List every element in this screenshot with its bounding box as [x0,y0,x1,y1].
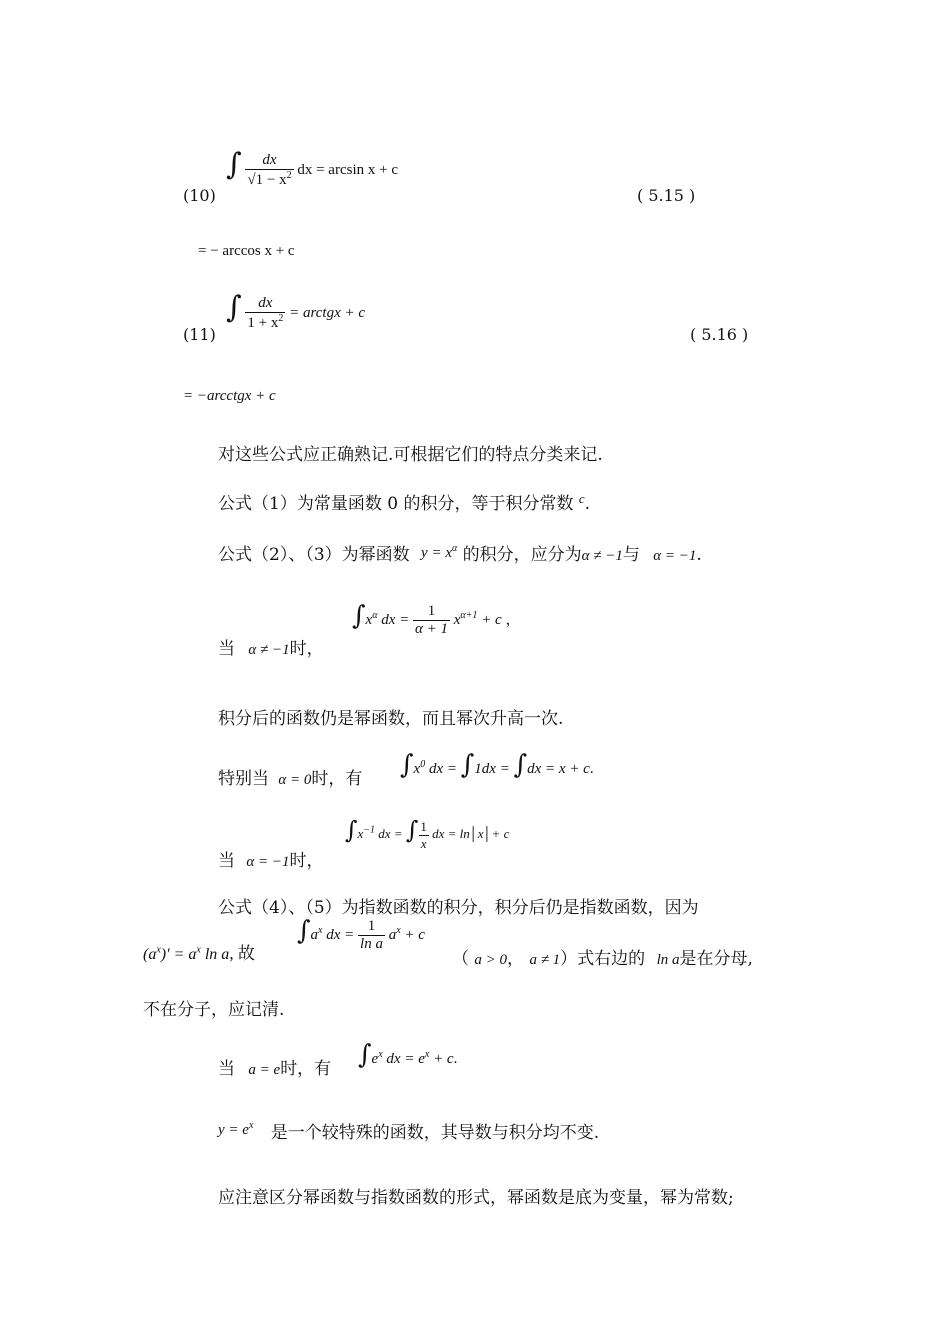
p6-text-b: 时，有 [311,769,363,789]
p9-conditions [452,944,753,969]
p9-text-d: ）式右边的 [560,949,646,969]
p7-result: dx = ln│x│+ c [432,826,510,841]
p3-end: . [696,545,702,565]
p6-text-a: 特别当 [218,769,269,789]
p2-constant: c [578,491,585,506]
p9-numerator: 1 [367,918,376,935]
p3-math-3: α = −1 [653,548,697,564]
p3-math-1-base: y = x [421,545,452,561]
p6-end: . [589,761,594,777]
formula-11-label: (11) [183,325,216,344]
p4-plus-c: + c [481,612,502,628]
p9-derivative [143,946,229,963]
integral-sign: ∫ [345,816,358,844]
p9-paren-open: （ [452,949,469,969]
p6-1dx: 1dx = [474,761,510,777]
paragraph-12 [218,1118,599,1143]
p9-a-exp: x [396,925,401,936]
p9-a: a [388,927,397,943]
integral-sign: ∫ [352,601,366,631]
p9-m1: (a [143,946,157,963]
p9-cond-2: a ≠ 1 [529,952,561,968]
integral-sign: ∫ [226,147,242,182]
p7-denominator: x [420,835,427,851]
p9-dx: dx = [326,927,355,943]
paragraph-9 [143,939,255,964]
integral-sign: ∫ [513,750,528,780]
formula-10-denominator-text: 1 − x [255,172,287,189]
formula-11-exp: 2 [278,313,284,325]
p4-exp: α [372,610,378,621]
paragraph-6 [218,764,362,789]
p7-exp: −1 [363,824,376,836]
p7-text-b: 时， [289,851,324,871]
p4-denominator: α + 1 [415,621,448,638]
formula-10-denominator [245,169,293,189]
p7-fraction [418,819,429,852]
p7-text-a: 当 [218,851,235,871]
paragraph-13: 应注意区分幂函数与指数函数的形式，幂函数是底为变量，幂为常数; [218,1188,734,1208]
paragraph-11 [218,1054,331,1079]
p11-exp: x [378,1049,383,1060]
p9-m2-exp: x [196,944,201,956]
formula-11-alt: = −arcctgx + c [183,388,276,404]
p9-text-e: 是在分母, [679,949,753,969]
p11-formula [358,1042,457,1068]
p7-math-1: α = −1 [246,854,290,870]
p6-dx: dx = [428,761,457,777]
integral-sign: ∫ [297,916,311,946]
p6-result: dx = x + c [527,761,590,777]
p12-base: y = e [218,1122,249,1138]
formula-11-numerator: dx [258,295,273,312]
p7-formula [345,818,509,852]
formula-10 [226,147,398,189]
paragraph-2 [218,489,590,514]
p9-formula [297,918,425,953]
p4-end: ， [505,612,521,628]
paragraph-7-text [218,846,324,871]
p4-text-a: 当 [218,639,235,659]
p11-end: . [453,1051,458,1067]
p11-text-b: 时，有 [280,1059,332,1079]
p11-plus-c: + c [433,1051,454,1067]
p9-exp: x [318,925,323,936]
paragraph-5: 积分后的函数仍是幂函数，而且幂次升高一次. [218,709,564,729]
p7-base: x [357,826,364,841]
formula-10-alt: = − arccos x + c [198,243,295,259]
p3-math-2: α ≠ −1 [581,548,623,564]
p4-numerator: 1 [427,603,436,620]
p6-base: x [413,761,421,777]
integral-sign: ∫ [358,1040,372,1070]
p4-fraction [413,603,450,638]
p4-x-exp: α+1 [460,610,478,621]
p11-dx-exp: x [424,1049,430,1060]
formula-10-fraction [245,152,293,189]
p12-text: 是一个较特殊的函数，其导数与积分均不变. [270,1123,600,1143]
p3-text-c: 与 [622,545,640,565]
formula-11-denominator-text: 1 + x [247,315,279,332]
p4-formula [352,603,520,638]
paragraph-10: 不在分子，应记清. [143,1000,285,1020]
p9-plus-c: + c [404,927,425,943]
p4-base: x [365,612,373,628]
formula-11-rhs: = arctgx + c [289,305,366,321]
paragraph-8: 公式（4）、（5）为指数函数的积分，积分后仍是指数函数，因为 [218,898,699,918]
integral-sign: ∫ [400,750,414,780]
p9-m2: )′ = a [160,946,197,963]
p11-base: e [371,1051,379,1067]
paragraph-1: 对这些公式应正确熟记.可根据它们的特点分类来记. [218,445,603,465]
p9-m3: ln a [204,946,230,963]
paragraph-3 [218,540,702,565]
p9-text-a: , 故 [229,944,255,963]
p2-end: . [584,494,591,514]
p4-x: x [453,612,461,628]
p3-math-1 [421,545,457,561]
p4-dx: dx = [381,612,410,628]
p9-fraction [358,918,385,953]
p4-text-b: 时， [289,639,324,659]
formula-11-number: ( 5.16 ) [690,325,749,344]
formula-10-exp: 2 [286,170,292,182]
p6-formula [400,752,594,778]
formula-10-number: ( 5.15 ) [637,186,696,205]
formula-10-numerator: dx [262,152,277,169]
p9-base: a [310,927,319,943]
p4-math-1: α ≠ −1 [248,642,290,658]
formula-10-rhs: dx = arcsin x + c [297,162,398,178]
p6-exp: 0 [420,759,426,770]
integral-sign: ∫ [226,290,242,325]
integral-sign: ∫ [460,750,475,780]
p7-dx: dx = [378,826,403,841]
p9-ln-a: ln a [656,952,680,968]
p7-numerator: 1 [420,818,427,834]
p11-dx: dx = e [386,1051,425,1067]
p12-math-1 [218,1122,253,1138]
p9-comma: ， [507,949,525,969]
p6-math-1: α = 0 [278,772,312,788]
p11-math-1: a = e [248,1062,281,1078]
formula-11-fraction [245,295,285,332]
p11-text-a: 当 [218,1059,235,1079]
formula-10-label: (10) [183,186,216,205]
sqrt-sign: √ [247,172,256,189]
p9-cond-1: a > 0 [474,952,508,968]
p9-denominator: ln a [360,936,383,953]
formula-11-denominator [245,312,285,332]
p3-text-b: 的积分，应分为 [462,545,582,565]
p3-math-1-exp: α [451,543,458,554]
integral-sign: ∫ [405,816,419,844]
paragraph-4-text [218,634,324,659]
p9-m1-exp: x [156,944,161,956]
p2-text: 公式（1）为常量函数 0 的积分，等于积分常数 [218,494,574,514]
p12-exp: x [248,1120,254,1131]
formula-11 [226,290,366,332]
p3-text-a: 公式（2）、（3）为幂函数 [218,545,410,565]
